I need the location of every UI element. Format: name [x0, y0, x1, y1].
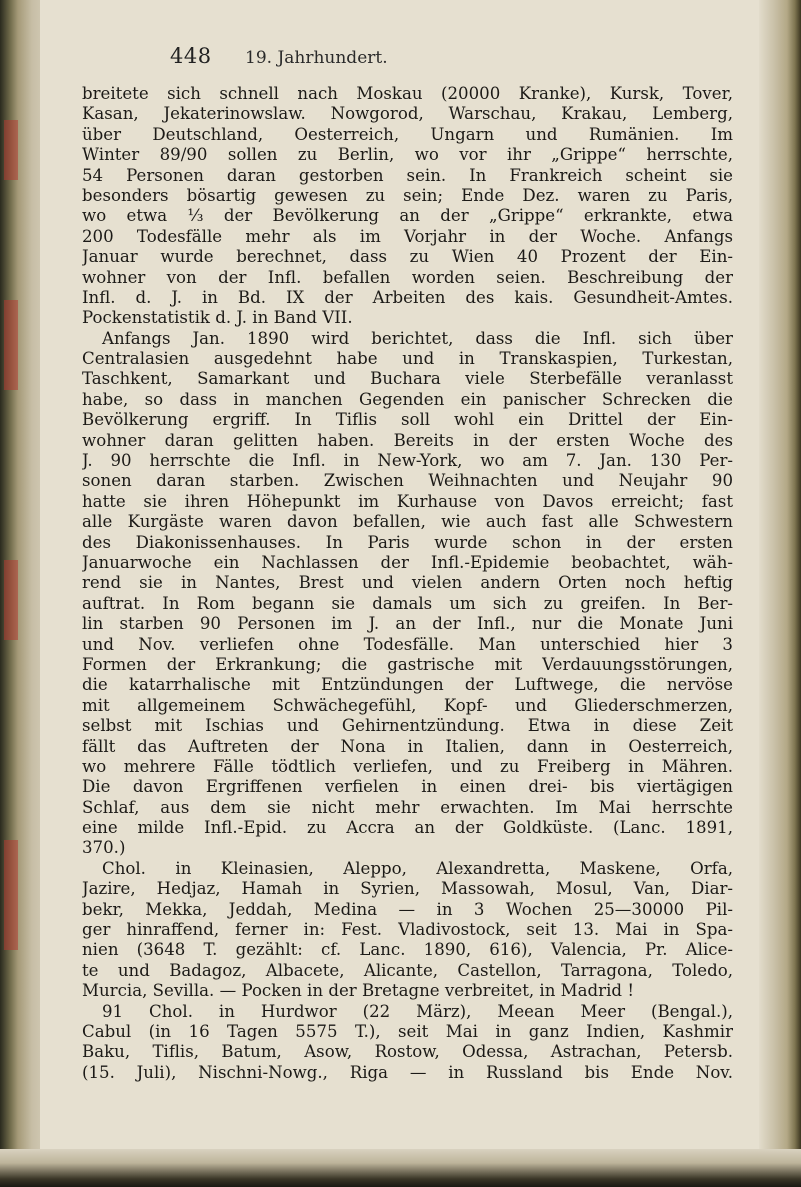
text-line: Formen der Erkrankung; die gastrische mit Verdauungsstörungen,	[82, 654, 733, 674]
binding-mark	[4, 840, 18, 950]
text-line: die katarrhalische mit Entzündungen der Luftwege, die nervöse	[82, 675, 733, 695]
binding-mark	[4, 120, 18, 180]
text-line: Bevölkerung ergriff. In Tiflis soll wohl ein Drittel der Ein-	[82, 410, 733, 430]
binding-mark	[4, 560, 18, 640]
text-line: und Nov. verliefen ohne Todesfälle. Man unterschied hier 3	[82, 634, 733, 654]
text-line: te und Badagoz, Albacete, Alicante, Castellon, Tarragona, Toledo,	[82, 960, 733, 980]
text-line: wo etwa ⅓ der Bevölkerung an der „Grippe“ erkrankte, etwa	[82, 206, 733, 226]
text-line: habe, so dass in manchen Gegenden ein panischer Schrecken die	[82, 389, 733, 409]
text-line: Januarwoche ein Nachlassen der Infl.-Epidemie beobachtet, wäh-	[82, 552, 733, 572]
text-line: Chol. in Kleinasien, Aleppo, Alexandretta, Maskene, Orfa,	[102, 858, 733, 878]
running-title: 19. Jahrhundert.	[245, 48, 388, 68]
text-line: Infl. d. J. in Bd. IX der Arbeiten des kais. Gesundheit-Amtes.	[82, 287, 733, 307]
text-line: Die davon Ergriffenen verfielen in einen drei- bis viertägigen	[82, 777, 733, 797]
text-line: Jazire, Hedjaz, Hamah in Syrien, Massowah, Mosul, Van, Diar-	[82, 879, 733, 899]
text-line: Januar wurde berechnet, dass zu Wien 40 Prozent der Ein-	[82, 247, 733, 267]
text-line: rend sie in Nantes, Brest und vielen andern Orten noch heftig	[82, 573, 733, 593]
text-line: hatte sie ihren Höhepunkt im Kurhause von Davos erreicht; fast	[82, 491, 733, 511]
page-header	[170, 44, 670, 74]
text-line: über Deutschland, Oesterreich, Ungarn und Rumänien. Im	[82, 124, 733, 144]
body-text	[82, 84, 733, 1083]
text-line: sonen daran starben. Zwischen Weihnachten und Neujahr 90	[82, 471, 733, 491]
text-line: Kasan, Jekaterinowslaw. Nowgorod, Warschau, Krakau, Lemberg,	[82, 104, 733, 124]
text-line: Murcia, Sevilla. — Pocken in der Bretagne verbreitet, in Madrid !	[82, 981, 634, 1001]
text-line: wohner daran gelitten haben. Bereits in der ersten Woche des	[82, 430, 733, 450]
text-line: mit allgemeinem Schwächegefühl, Kopf- und Gliederschmerzen,	[82, 695, 733, 715]
text-line: 200 Todesfälle mehr als im Vorjahr in der Woche. Anfangs	[82, 226, 733, 246]
text-line: Winter 89/90 sollen zu Berlin, wo vor ihr „Grippe“ herrschte,	[82, 145, 733, 165]
text-line: nien (3648 T. gezählt: cf. Lanc. 1890, 616), Valencia, Pr. Alice-	[82, 940, 733, 960]
text-line: Schlaf, aus dem sie nicht mehr erwachten. Im Mai herrschte	[82, 797, 733, 817]
text-line: Cabul (in 16 Tagen 5575 T.), seit Mai in ganz Indien, Kashmir	[82, 1021, 733, 1041]
text-line: wo mehrere Fälle tödtlich verliefen, und zu Freiberg in Mähren.	[82, 756, 733, 776]
text-line: wohner von der Infl. befallen worden seien. Beschreibung der	[82, 267, 733, 287]
text-line: breitete sich schnell nach Moskau (20000 Kranke), Kursk, Tover,	[82, 84, 733, 103]
text-line: auftrat. In Rom begann sie damals um sich zu greifen. In Ber-	[82, 593, 733, 613]
text-line: Anfangs Jan. 1890 wird berichtet, dass die Infl. sich über	[102, 328, 733, 348]
text-line: lin starben 90 Personen im J. an der Infl., nur die Monate Juni	[82, 614, 733, 634]
text-line: 91 Chol. in Hurdwor (22 März), Meean Meer (Bengal.),	[102, 1001, 733, 1021]
text-line: (15. Juli), Nischni-Nowg., Riga — in Russland bis Ende Nov.	[82, 1062, 733, 1082]
text-line: J. 90 herrschte die Infl. in New-York, wo am 7. Jan. 130 Per-	[82, 451, 733, 471]
text-line: 370.)	[82, 838, 126, 858]
text-line: ger hinraffend, ferner in: Fest. Vladivostock, seit 13. Mai in Spa-	[82, 920, 733, 940]
binding-mark	[4, 300, 18, 390]
text-line: besonders bösartig gewesen zu sein; Ende Dez. waren zu Paris,	[82, 185, 733, 205]
text-line: eine milde Infl.-Epid. zu Accra an der Goldküste. (Lanc. 1891,	[82, 818, 733, 838]
page-edge-right	[759, 0, 801, 1187]
text-line: alle Kurgäste waren davon befallen, wie auch fast alle Schwestern	[82, 512, 733, 532]
text-line: Pockenstatistik d. J. in Band VII.	[82, 308, 353, 328]
text-line: des Diakonissenhauses. In Paris wurde schon in der ersten	[82, 532, 733, 552]
text-line: Taschkent, Samarkant und Buchara viele Sterbefälle veranlasst	[82, 369, 733, 389]
text-line: 54 Personen daran gestorben sein. In Frankreich scheint sie	[82, 165, 733, 185]
text-line: Baku, Tiflis, Batum, Asow, Rostow, Odessa, Astrachan, Petersb.	[82, 1042, 733, 1062]
page-number: 448	[170, 44, 212, 68]
text-line: fällt das Auftreten der Nona in Italien, dann in Oesterreich,	[82, 736, 733, 756]
text-line: bekr, Mekka, Jeddah, Medina — in 3 Wochen 25—30000 Pil-	[82, 899, 733, 919]
page-edge-bottom	[0, 1149, 801, 1187]
text-line: selbst mit Ischias und Gehirnentzündung. Etwa in diese Zeit	[82, 716, 733, 736]
text-line: Centralasien ausgedehnt habe und in Transkaspien, Turkestan,	[82, 349, 733, 369]
